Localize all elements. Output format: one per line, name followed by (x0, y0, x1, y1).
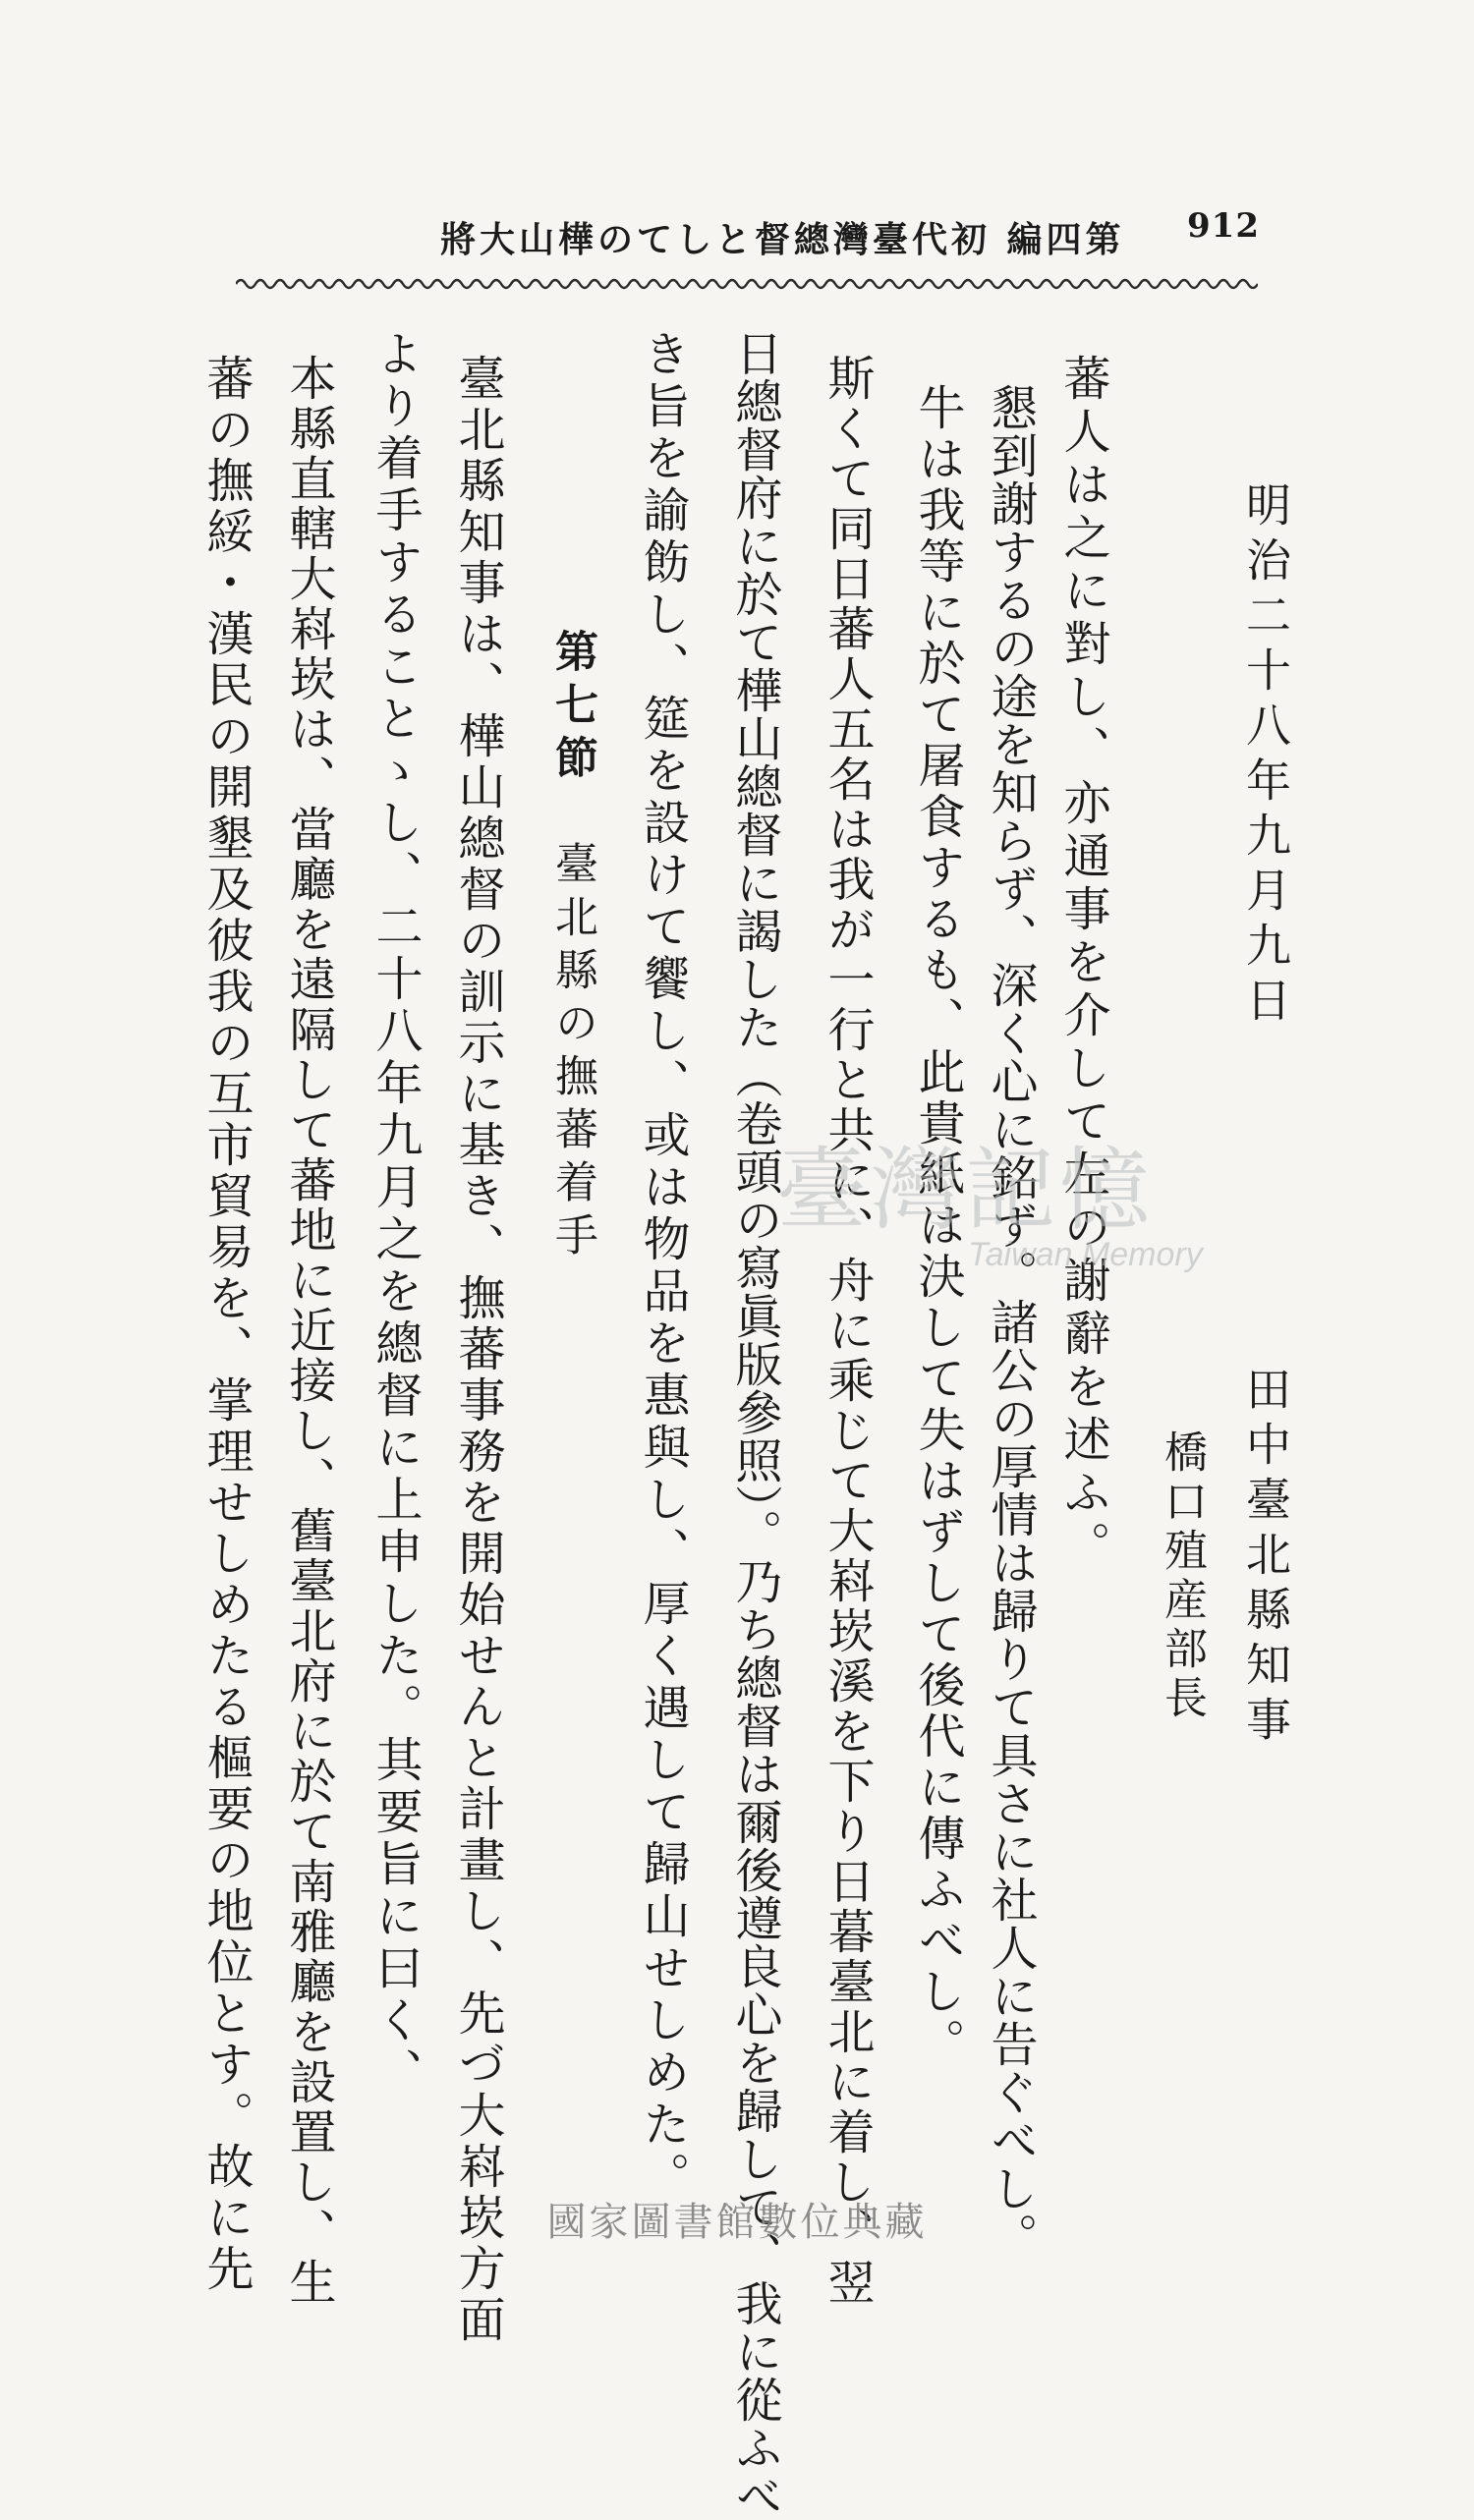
footer-stamp: 國家圖書館數位典藏 (546, 2200, 928, 2245)
text-column: 斯くて同日蕃人五名は我が一行と共に、舟に乘じて大嵙崁溪を下り日暮臺北に着し、翌 (820, 354, 875, 2308)
text-column: 蕃の撫綏・漢民の開墾及彼我の互市貿易を、掌理せしめたる樞要の地位とす。故に先 (198, 354, 254, 2295)
text-column: 日總督府に於て樺山總督に謁した（卷頭の寫眞版參照）。乃ち總督は爾後遵良心を歸して、我に從ふべ (727, 329, 782, 2520)
section-title: 臺北縣の撫蕃着手 (547, 841, 597, 1265)
text-column: 本縣直轄大嵙崁は、當廳を遠隔して蕃地に近接し、舊臺北府に於て南雅廳を設置し、生 (281, 354, 336, 2308)
watermark (776, 1118, 1203, 1285)
running-header: 第四編 初代臺灣總督としての樺山大將 (440, 219, 1125, 260)
section-heading (547, 629, 597, 1265)
text-column: 蕃人は之に對し、亦通事を介して左の謝辭を述ふ。 (1055, 354, 1110, 1574)
text-column: 懇到謝するの途を知らず、深く心に銘ず。諸公の厚情は歸りて具さに社人に告ぐべし。 (983, 383, 1038, 2261)
text-column: き旨を諭飭し、筵を設けて饗し、或は物品を惠與し、厚く遇して歸山せしめた。 (635, 329, 690, 2204)
watermark-text: 臺灣記憶 (776, 1138, 1155, 1243)
section-number: 第七節 (547, 629, 597, 788)
signatory-bureau-chief: 橋口殖産部長 (1157, 1429, 1207, 1724)
text-column: 牛は我等に於て屠食するも、此貴紙は決して失はずして後代に傳ふべし。 (910, 383, 965, 2069)
header-rule (236, 273, 1258, 295)
text-column: より着手することゝし、二十八年九月之を總督に上申した。其要旨に曰く、 (368, 329, 423, 2100)
page-number: 912 (1187, 206, 1260, 246)
watermark-subtext: Taiwan Memory (968, 1236, 1203, 1273)
date-line: 明治二十八年九月九日 (1239, 481, 1292, 1032)
signatory-governor: 田中臺北縣知事 (1239, 1366, 1292, 1751)
text-column: 臺北縣知事は、樺山總督の訓示に基き、撫蕃事務を開始せんと計畫し、先づ大嵙崁方面 (450, 354, 505, 2346)
